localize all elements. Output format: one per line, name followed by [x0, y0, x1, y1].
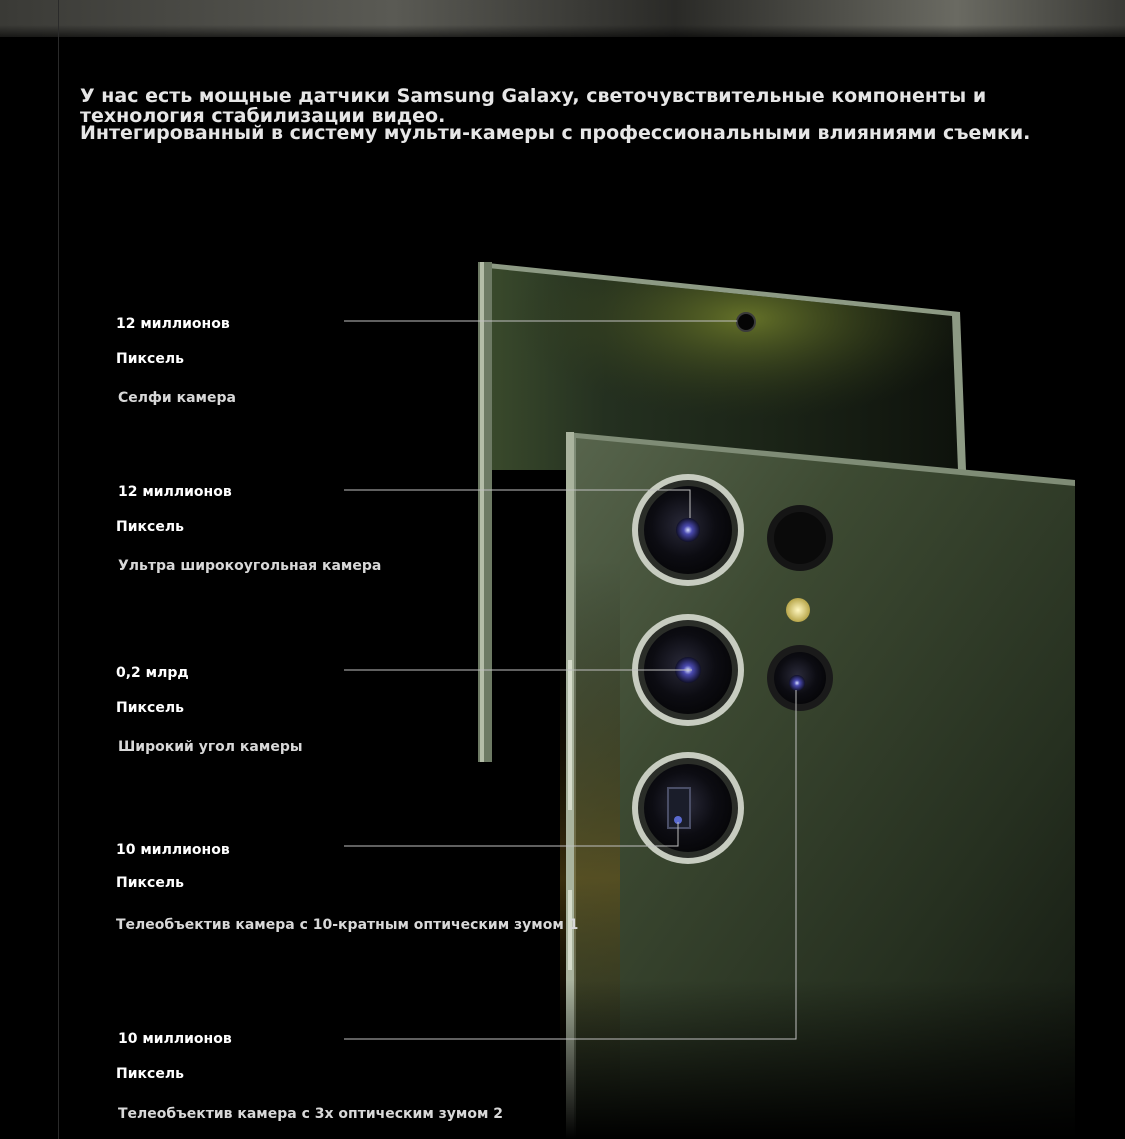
spec-unit: Пиксель — [116, 1066, 184, 1082]
spec-camera-name: Телеобъектив камера с 3х оптическим зумом 2 — [118, 1106, 504, 1122]
spec-resolution: 12 миллионов — [118, 484, 232, 500]
camera-lens-telephoto-icon — [767, 645, 833, 711]
spec-camera-name: Широкий угол камеры — [118, 739, 303, 755]
spec-unit: Пиксель — [116, 700, 184, 716]
headline-line-2: Интегированный в систему мульти-камеры с профессиональными влияниями съемки. — [80, 122, 1031, 144]
spec-wide-camera — [116, 665, 556, 755]
spec-unit: Пиксель — [116, 875, 184, 891]
camera-lens-periscope-icon — [632, 752, 744, 864]
spec-unit: Пиксель — [116, 519, 184, 535]
spec-selfie-camera — [116, 316, 556, 406]
spec-resolution: 10 миллионов — [118, 1031, 232, 1047]
spec-camera-name: Селфи камера — [118, 390, 236, 406]
spec-resolution: 12 миллионов — [116, 316, 230, 332]
spec-camera-name: Телеобъектив камера с 10-кратным оптическим зумом 1 — [116, 917, 579, 933]
spec-periscope-camera — [116, 842, 579, 933]
spec-telephoto-camera — [116, 1031, 558, 1122]
spec-camera-name: Ультра широкоугольная камера — [118, 558, 382, 574]
spec-resolution: 10 миллионов — [116, 842, 230, 858]
camera-lens-ultrawide-icon — [632, 474, 744, 586]
spec-unit: Пиксель — [116, 351, 184, 367]
flash-icon — [786, 598, 810, 622]
selfie-camera-icon — [737, 313, 755, 331]
spec-resolution: 0,2 млрд — [116, 665, 189, 681]
laser-af-sensor-icon — [767, 505, 833, 571]
headline-line-1: У нас есть мощные датчики Samsung Galaxy, светочувствительные компоненты и технология стабилизации видео. — [80, 85, 987, 127]
spec-ultrawide-camera — [116, 484, 558, 574]
